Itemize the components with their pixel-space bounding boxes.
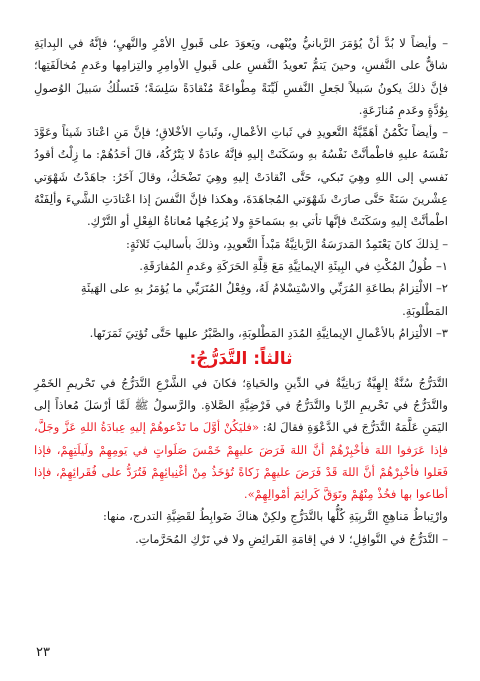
- paragraph-gradual-intro: [34, 372, 448, 506]
- paragraph-habituation-importance: – وأيضاً تَكْمُنُ أهَمِّيَّةُ التَّعويدِ في ثَباتِ الأعْمالِ، وثَباتِ الأخْلاقِ؛ فإنَّ مَنِ اعْتادَ شَيئاً وعَوَّدَ نَفْسَهُ عليهِ فاطْمأنَّتْ نَفْسُهُ بهِ وسَكَنَتْ إليهِ فإنَّهُ عادَةٌ لا يَتْرُكُهُ، قالَ أحَدُهُمْ: ما زِلْتُ أقودُ نَفسي إلى اللهِ وهِيَ تَبكي، حَتَّى انْقادَتْ إليهِ وهِيَ تَضْحَكُ، وقالَ آخَرُ: جاهَدْتُ شَهْوَتي عِشْرينَ سَنَةً حَتَّى صارَتْ شَهْوَتي المُجاهَدَةَ، وهكذا فإنَّ النَّفسَ إذا اعْتادَتِ الشَّيءَ وألِفَتْهُ اطْمأنَّتْ إليهِ وسَكَنَتْ فإنَّها تأتي بهِ بسَماحَةٍ ولا يُزعِجُها مُعاناةُ الفِعْلِ أو التَّرْكِ.: [34, 125, 448, 229]
- hadith-quote: «فليَكُنْ أوَّلَ ما تَدْعوهُمْ إليهِ عِبادَةُ اللهِ عَزَّ وجَلَّ، فإذا عَرَفوا اللهَ فأخْبِرْهُمْ أنَّ اللهَ فَرَضَ عليهِمْ خَمْسَ صَلَواتٍ في يَومِهِمْ ولَيلَتِهِمْ، فإذا فَعَلوا فأخْبِرْهُمْ أنَّ اللهَ قَدْ فَرَضَ عليهِمْ زَكاةً تُؤخَذُ مِنْ أغْنِيائِهِمْ فَتُرَدُّ على فُقَرائِهِمْ، فإذا أطاعوا بها فخُذْ مِنْهُمْ وتَوَقَّ كَرائِمَ أمْوالِهِمْ».: [34, 420, 448, 502]
- paragraph-obedience-habit: – وأيضاً لا بُدَّ أنْ يُؤمَرَ الرَّبانيُّ ويُنْهى، ويَعوَدَ على قَبولِ الأمْرِ والنَّهيِ؛ فإنَّهُ في البِدايَةِ شاقٌّ على النَّفسِ، وحينَ يَتمُّ تَعويدُ النَّفسِ على قَبولِ الأوامِرِ والتِزامِها وعَدمِ مُخالَفَتِها؛ فإنَّ ذلكَ يكونُ سَبيلاً لجَعلِ النَّفسِ لَيِّنَةً مِطْواعَةً مُنْقادَةً سَلِسَةً؛ فَتَسلُكُ سَبيلَ الوُصولِ بِوُدَّةٍ وعَدمِ مُنازَعَةٍ.: [34, 36, 448, 117]
- gradual-intro-text: التَّدَرُّجُ سُنَّةٌ إلهِيَّةٌ رَبانِيَّةٌ في الدِّينِ والحَياةِ؛ فكانَ في الشَّرْعِ التَّدَرُّجُ في تَحْريمِ الخَمْرِ والتَّدَرُّجُ في تَحْريمِ الرِّبا والتَّدَرُّجُ في فَرْضِيَّةِ الصَّلاةِ. والرَّسولُ ﷺ لَمَّا أرْسَلَ مُعاذاً إلى اليَمَنِ عَلَّمَهُ التَّدَرُّجَ في الدَّعْوَةِ فقالَ لهُ:: [34, 375, 448, 435]
- section-heading: ثالثاً: التَّدَرُّجُ:: [189, 348, 293, 369]
- list-item: ٢– الالْتِزامُ بطاعَةِ المُرَبِّي والاسْتِسْلامُ لَهُ، وفِعْلُ المُتَرَبِّي ما يُؤمَرُ بهِ على الهَيئَةِ المَطْلوبَةِ.: [80, 281, 448, 318]
- page-number: ٢٣: [36, 645, 50, 660]
- paragraph-methods-intro: – لِذلكَ كانَ يَعْتَمِدُ المَدرَسَةُ الرَّبانِيَّةُ مَبْدأَ التَّعويدِ، وذلكَ بأساليبَ ثَلاثَةٍ:: [125, 236, 448, 251]
- methods-list: [34, 255, 448, 345]
- page-body: [34, 32, 448, 550]
- paragraph-gradual-rules-intro: وارْتِباطُ مَناهِجِ التَّربِيَةِ كُلُّها بالتَّدَرُّجِ ولكِنْ هناكَ ضَوابِطُ لقَضِيَّةِ التدرج، منها:: [102, 509, 448, 524]
- list-item: ١– طُولُ المُكْثِ في البِيئَةِ الإيمانِيَّةِ مَعَ قِلَّةِ الحَرَكَةِ وعَدمِ المُفارَقَةِ.: [139, 259, 448, 274]
- gradual-rule-item: – التَّدَرُّجُ في النَّوافِلِ؛ لا في إقامَةِ الفَرائِضِ ولا في تَرْكِ المُحَرَّماتِ.: [135, 531, 448, 546]
- list-item: ٣– الالْتِزامُ بالأعْمالِ الإيمانِيَّةِ المُدَدِ المَطْلوبَةِ، والصَّبْرُ عليها حَتَّى تُؤتِيَ ثَمَرَتَها.: [89, 326, 448, 341]
